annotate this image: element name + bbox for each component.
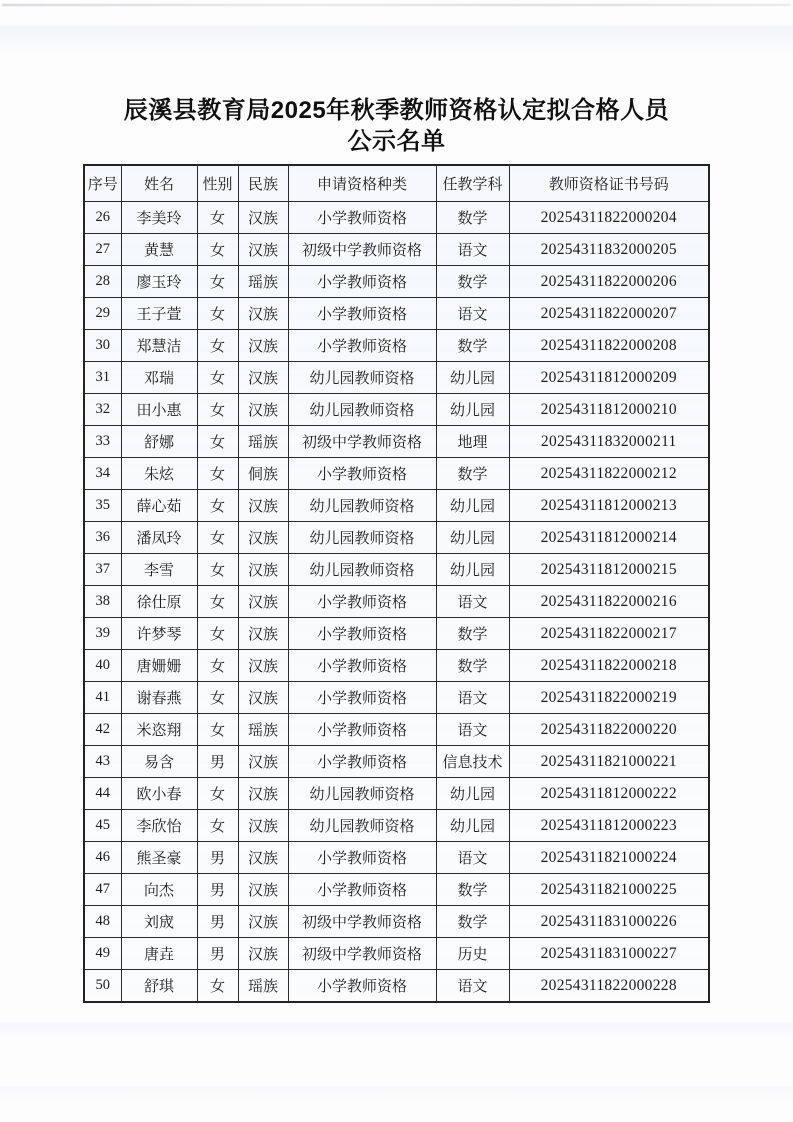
cell-qual: 幼儿园教师资格 — [288, 394, 436, 426]
cell-sex: 女 — [197, 330, 238, 362]
cell-eth: 侗族 — [238, 458, 288, 490]
cell-eth: 汉族 — [238, 298, 288, 330]
cell-name: 唐姗姗 — [121, 650, 197, 682]
table-row — [84, 746, 709, 778]
cell-seq: 34 — [84, 458, 121, 490]
cell-cert: 20254311812000215 — [509, 554, 709, 586]
cell-name: 李雪 — [121, 554, 197, 586]
cell-qual: 小学教师资格 — [288, 842, 436, 874]
cell-cert: 20254311832000211 — [509, 426, 709, 458]
cell-qual: 小学教师资格 — [288, 458, 436, 490]
table-header-row — [84, 165, 709, 202]
cell-cert: 20254311831000227 — [509, 938, 709, 970]
cell-eth: 汉族 — [238, 362, 288, 394]
table-row — [84, 970, 709, 1003]
cell-seq: 35 — [84, 490, 121, 522]
cell-seq: 33 — [84, 426, 121, 458]
column-header-qual: 申请资格种类 — [288, 165, 436, 202]
cell-sex: 男 — [197, 906, 238, 938]
table-row — [84, 938, 709, 970]
table-row — [84, 426, 709, 458]
cell-qual: 小学教师资格 — [288, 746, 436, 778]
page-title-line2: 公示名单 — [347, 127, 446, 155]
cell-cert: 20254311821000224 — [509, 842, 709, 874]
cell-sex: 女 — [197, 682, 238, 714]
cell-eth: 汉族 — [238, 810, 288, 842]
cell-subj: 数学 — [436, 458, 509, 490]
cell-eth: 汉族 — [238, 554, 288, 586]
cell-subj: 语文 — [436, 682, 509, 714]
cell-seq: 31 — [84, 362, 121, 394]
cell-subj: 语文 — [436, 842, 509, 874]
table-row — [84, 714, 709, 746]
cell-eth: 汉族 — [238, 842, 288, 874]
cell-subj: 幼儿园 — [436, 522, 509, 554]
cell-eth: 汉族 — [238, 490, 288, 522]
cell-eth: 汉族 — [238, 746, 288, 778]
cell-name: 薛心茹 — [121, 490, 197, 522]
cell-cert: 20254311822000207 — [509, 298, 709, 330]
cell-qual: 幼儿园教师资格 — [288, 522, 436, 554]
cell-seq: 26 — [84, 202, 121, 234]
cell-name: 向杰 — [121, 874, 197, 906]
cell-seq: 32 — [84, 394, 121, 426]
cell-name: 潘凤玲 — [121, 522, 197, 554]
cell-sex: 女 — [197, 522, 238, 554]
cell-name: 许梦琴 — [121, 618, 197, 650]
column-header-cert: 教师资格证书号码 — [509, 165, 709, 202]
cell-name: 徐仕原 — [121, 586, 197, 618]
cell-sex: 女 — [197, 394, 238, 426]
cell-qual: 小学教师资格 — [288, 970, 436, 1003]
cell-eth: 汉族 — [238, 650, 288, 682]
table-row — [84, 778, 709, 810]
table-row — [84, 682, 709, 714]
cell-subj: 语文 — [436, 234, 509, 266]
cell-sex: 女 — [197, 554, 238, 586]
table-row — [84, 362, 709, 394]
table-row — [84, 522, 709, 554]
cell-cert: 20254311821000221 — [509, 746, 709, 778]
cell-qual: 初级中学教师资格 — [288, 234, 436, 266]
cell-subj: 数学 — [436, 330, 509, 362]
roster-table — [83, 164, 710, 1003]
cell-qual: 幼儿园教师资格 — [288, 554, 436, 586]
cell-qual: 初级中学教师资格 — [288, 906, 436, 938]
column-header-name: 姓名 — [121, 165, 197, 202]
cell-subj: 数学 — [436, 618, 509, 650]
cell-qual: 小学教师资格 — [288, 874, 436, 906]
cell-eth: 汉族 — [238, 586, 288, 618]
cell-cert: 20254311822000204 — [509, 202, 709, 234]
cell-cert: 20254311822000217 — [509, 618, 709, 650]
cell-cert: 20254311812000210 — [509, 394, 709, 426]
cell-qual: 小学教师资格 — [288, 650, 436, 682]
cell-qual: 幼儿园教师资格 — [288, 490, 436, 522]
cell-seq: 39 — [84, 618, 121, 650]
cell-name: 李美玲 — [121, 202, 197, 234]
cell-subj: 语文 — [436, 970, 509, 1003]
cell-name: 易含 — [121, 746, 197, 778]
cell-name: 谢春燕 — [121, 682, 197, 714]
cell-sex: 男 — [197, 938, 238, 970]
cell-name: 唐垚 — [121, 938, 197, 970]
cell-eth: 瑶族 — [238, 266, 288, 298]
cell-qual: 初级中学教师资格 — [288, 426, 436, 458]
cell-seq: 40 — [84, 650, 121, 682]
cell-seq: 28 — [84, 266, 121, 298]
table-row — [84, 874, 709, 906]
cell-name: 邓瑞 — [121, 362, 197, 394]
table-row — [84, 298, 709, 330]
scan-artifact-band — [0, 26, 793, 56]
cell-seq: 50 — [84, 970, 121, 1003]
cell-subj: 语文 — [436, 298, 509, 330]
cell-seq: 44 — [84, 778, 121, 810]
cell-subj: 地理 — [436, 426, 509, 458]
cell-sex: 女 — [197, 810, 238, 842]
cell-sex: 女 — [197, 490, 238, 522]
cell-sex: 女 — [197, 778, 238, 810]
cell-eth: 瑶族 — [238, 714, 288, 746]
cell-subj: 幼儿园 — [436, 362, 509, 394]
cell-cert: 20254311812000213 — [509, 490, 709, 522]
cell-qual: 小学教师资格 — [288, 202, 436, 234]
cell-seq: 38 — [84, 586, 121, 618]
cell-subj: 语文 — [436, 714, 509, 746]
cell-subj: 数学 — [436, 874, 509, 906]
cell-name: 米恣翔 — [121, 714, 197, 746]
cell-seq: 47 — [84, 874, 121, 906]
cell-sex: 男 — [197, 874, 238, 906]
cell-eth: 汉族 — [238, 234, 288, 266]
cell-cert: 20254311812000222 — [509, 778, 709, 810]
cell-cert: 20254311821000225 — [509, 874, 709, 906]
cell-qual: 幼儿园教师资格 — [288, 362, 436, 394]
cell-eth: 汉族 — [238, 938, 288, 970]
cell-subj: 历史 — [436, 938, 509, 970]
cell-name: 舒娜 — [121, 426, 197, 458]
cell-cert: 20254311822000212 — [509, 458, 709, 490]
cell-subj: 数学 — [436, 266, 509, 298]
cell-subj: 语文 — [436, 586, 509, 618]
cell-eth: 汉族 — [238, 778, 288, 810]
cell-name: 朱炫 — [121, 458, 197, 490]
table-row — [84, 234, 709, 266]
cell-qual: 小学教师资格 — [288, 266, 436, 298]
cell-sex: 女 — [197, 586, 238, 618]
cell-sex: 女 — [197, 266, 238, 298]
cell-name: 郑慧洁 — [121, 330, 197, 362]
cell-subj: 幼儿园 — [436, 554, 509, 586]
cell-name: 刘宬 — [121, 906, 197, 938]
cell-name: 熊圣豪 — [121, 842, 197, 874]
cell-qual: 幼儿园教师资格 — [288, 810, 436, 842]
cell-sex: 男 — [197, 842, 238, 874]
cell-cert: 20254311812000209 — [509, 362, 709, 394]
cell-name: 欧小春 — [121, 778, 197, 810]
cell-subj: 数学 — [436, 906, 509, 938]
scan-artifact-band — [0, 1086, 793, 1100]
cell-name: 王子萱 — [121, 298, 197, 330]
cell-sex: 男 — [197, 746, 238, 778]
cell-qual: 小学教师资格 — [288, 298, 436, 330]
cell-eth: 汉族 — [238, 394, 288, 426]
cell-cert: 20254311822000216 — [509, 586, 709, 618]
cell-cert: 20254311831000226 — [509, 906, 709, 938]
cell-sex: 女 — [197, 202, 238, 234]
cell-seq: 41 — [84, 682, 121, 714]
cell-cert: 20254311822000218 — [509, 650, 709, 682]
cell-eth: 瑶族 — [238, 970, 288, 1003]
cell-cert: 20254311812000223 — [509, 810, 709, 842]
cell-cert: 20254311822000228 — [509, 970, 709, 1003]
table-row — [84, 650, 709, 682]
table-body — [84, 202, 709, 1003]
cell-cert: 20254311822000220 — [509, 714, 709, 746]
cell-sex: 女 — [197, 618, 238, 650]
table-row — [84, 586, 709, 618]
cell-eth: 汉族 — [238, 330, 288, 362]
cell-qual: 小学教师资格 — [288, 330, 436, 362]
cell-cert: 20254311822000208 — [509, 330, 709, 362]
cell-name: 黄慧 — [121, 234, 197, 266]
table-row — [84, 202, 709, 234]
table-row — [84, 618, 709, 650]
cell-sex: 女 — [197, 714, 238, 746]
cell-subj: 数学 — [436, 650, 509, 682]
cell-subj: 幼儿园 — [436, 810, 509, 842]
table-row — [84, 842, 709, 874]
cell-qual: 小学教师资格 — [288, 682, 436, 714]
column-header-eth: 民族 — [238, 165, 288, 202]
table-row — [84, 810, 709, 842]
cell-cert: 20254311812000214 — [509, 522, 709, 554]
cell-seq: 27 — [84, 234, 121, 266]
cell-name: 廖玉玲 — [121, 266, 197, 298]
cell-seq: 43 — [84, 746, 121, 778]
cell-eth: 汉族 — [238, 906, 288, 938]
table-row — [84, 458, 709, 490]
cell-sex: 女 — [197, 458, 238, 490]
column-header-sex: 性别 — [197, 165, 238, 202]
cell-qual: 小学教师资格 — [288, 586, 436, 618]
cell-cert: 20254311822000219 — [509, 682, 709, 714]
cell-qual: 幼儿园教师资格 — [288, 778, 436, 810]
cell-seq: 30 — [84, 330, 121, 362]
cell-sex: 女 — [197, 298, 238, 330]
cell-seq: 36 — [84, 522, 121, 554]
cell-sex: 女 — [197, 234, 238, 266]
cell-subj: 数学 — [436, 202, 509, 234]
cell-qual: 初级中学教师资格 — [288, 938, 436, 970]
cell-seq: 48 — [84, 906, 121, 938]
cell-seq: 37 — [84, 554, 121, 586]
table-row — [84, 554, 709, 586]
cell-qual: 小学教师资格 — [288, 714, 436, 746]
cell-name: 李欣怡 — [121, 810, 197, 842]
cell-eth: 汉族 — [238, 618, 288, 650]
cell-seq: 29 — [84, 298, 121, 330]
column-header-seq: 序号 — [84, 165, 121, 202]
table-row — [84, 266, 709, 298]
cell-sex: 女 — [197, 650, 238, 682]
cell-cert: 20254311832000205 — [509, 234, 709, 266]
cell-seq: 49 — [84, 938, 121, 970]
cell-seq: 46 — [84, 842, 121, 874]
cell-cert: 20254311822000206 — [509, 266, 709, 298]
cell-seq: 45 — [84, 810, 121, 842]
table-row — [84, 906, 709, 938]
cell-sex: 女 — [197, 426, 238, 458]
table-row — [84, 394, 709, 426]
cell-sex: 女 — [197, 362, 238, 394]
page-title — [0, 0, 793, 157]
cell-qual: 小学教师资格 — [288, 618, 436, 650]
cell-subj: 信息技术 — [436, 746, 509, 778]
cell-subj: 幼儿园 — [436, 778, 509, 810]
cell-sex: 女 — [197, 970, 238, 1003]
cell-eth: 汉族 — [238, 874, 288, 906]
cell-name: 舒琪 — [121, 970, 197, 1003]
cell-eth: 汉族 — [238, 522, 288, 554]
cell-eth: 汉族 — [238, 682, 288, 714]
column-header-subj: 任教学科 — [436, 165, 509, 202]
cell-seq: 42 — [84, 714, 121, 746]
cell-subj: 幼儿园 — [436, 394, 509, 426]
cell-eth: 瑶族 — [238, 426, 288, 458]
page-title-line1: 辰溪县教育局2025年秋季教师资格认定拟合格人员 — [123, 97, 670, 124]
scan-artifact-line — [2, 4, 791, 6]
cell-name: 田小惠 — [121, 394, 197, 426]
table-row — [84, 490, 709, 522]
cell-eth: 汉族 — [238, 202, 288, 234]
cell-subj: 幼儿园 — [436, 490, 509, 522]
scan-artifact-band — [0, 1022, 793, 1040]
table-row — [84, 330, 709, 362]
